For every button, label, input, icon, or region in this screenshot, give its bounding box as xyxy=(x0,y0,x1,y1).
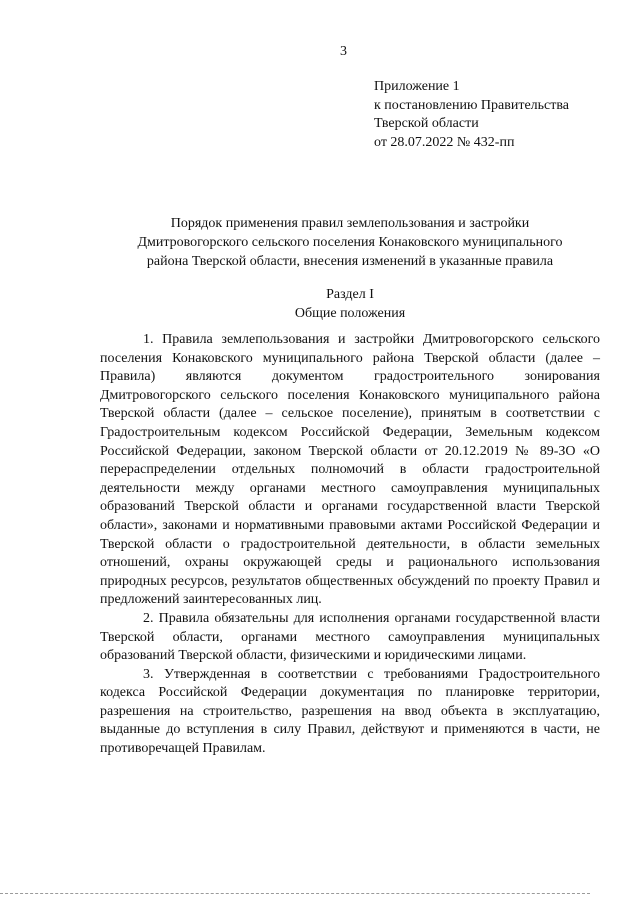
annex-line: к постановлению Правительства xyxy=(374,97,570,113)
page-edge-divider xyxy=(0,893,590,894)
title-line: Дмитровогорского сельского поселения Конаковского муниципального xyxy=(137,235,563,250)
section-heading xyxy=(100,285,600,323)
annex-date-line: от 28.07.2022 № 432-пп xyxy=(374,134,515,150)
document-title xyxy=(100,214,600,271)
annex-line: Тверской области xyxy=(374,116,479,131)
title-line: района Тверской области, внесения изменений в указанные правила xyxy=(146,254,554,269)
page-number: 3 xyxy=(340,44,347,59)
annex-block xyxy=(374,78,569,152)
section-name: Общие положения xyxy=(294,306,406,321)
section-number: Раздел I xyxy=(326,287,374,302)
paragraph-1: 1. Правила землепользования и застройки Дмитровогорского сельского поселения Конаковского муниципального района Тверской области (далее – Правила) являются документом градостроительного зонирования Дмитровогорского сельского поселения Конаковского муниципального района Тверской области (далее – сельское поселение), принятым в соответствии с Градостроительным кодексом Российской Федерации, Земельным кодексом Российской Федерации, законом Тверской области от 20.12.2019 № 89-ЗО «О перераспределении отдельных полномочий в области градостроительной деятельности между органами местного самоуправления муниципальных образований Тверской области и органами государственной власти Тверской области», законами и нормативными правовыми актами Российской Федерации и Тверской области о градостроительной деятельности, в области земельных отношений, охраны окружающей среды и рационального использования природных ресурсов, результатов общественных обсуждений по проекту Правил и предложений заинтересованных лиц. xyxy=(100,332,600,608)
title-line: Порядок применения правил землепользования и застройки xyxy=(170,216,530,231)
annex-line: Приложение 1 xyxy=(374,79,460,94)
paragraph-2: 2. Правила обязательны для исполнения органами государственной власти Тверской области, органами местного самоуправления муниципальных образований Тверской области, физическими и юридическими лицами. xyxy=(100,610,600,664)
paragraph-3: 3. Утвержденная в соответствии с требованиями Градостроительного кодекса Российской Федерации документация по планировке территории, разрешения на строительство, разрешения на ввод объекта в эксплуатацию, выданные до вступления в силу Правил, действуют и применяются в части, не противоречащей Правилам. xyxy=(100,666,600,757)
body-text xyxy=(100,331,600,759)
